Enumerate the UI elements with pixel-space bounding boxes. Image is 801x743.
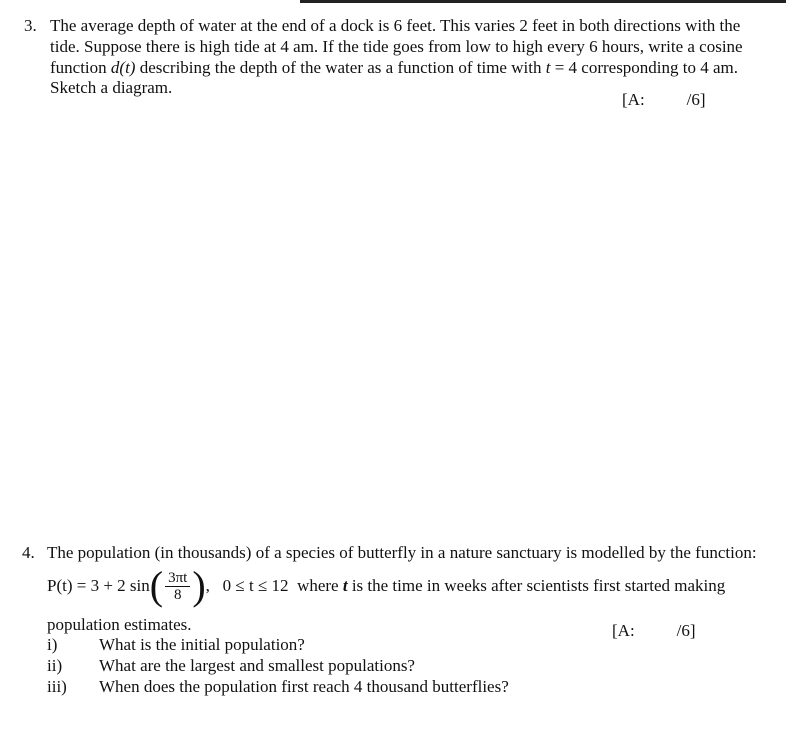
sub-question-label: ii) bbox=[47, 656, 63, 675]
sub-question-label: i) bbox=[47, 635, 58, 654]
question-3-line-3-middle: describing the depth of the water as a function of time with bbox=[135, 58, 546, 77]
formula-fraction bbox=[165, 570, 190, 603]
formula-where-variable: t bbox=[342, 576, 348, 595]
question-3-line-4: Sketch a diagram. bbox=[50, 78, 173, 97]
sub-question-text: When does the population first reach 4 thousand butterflies? bbox=[99, 677, 509, 696]
formula-where-start: where bbox=[297, 576, 343, 595]
sub-question bbox=[47, 677, 509, 697]
sub-question bbox=[47, 656, 415, 676]
question-3-line-1: The average depth of water at the end of a dock is 6 feet. This varies 2 feet in both directions with the bbox=[50, 16, 741, 35]
fraction-numerator: 3πt bbox=[165, 570, 190, 587]
question-3-line-3 bbox=[50, 58, 738, 78]
question-3-number: 3. bbox=[24, 16, 37, 35]
marks-label: [A: bbox=[622, 90, 645, 109]
formula-where-end: is the time in weeks after scientists first started making bbox=[347, 576, 726, 595]
formula-domain: 0 ≤ t ≤ 12 bbox=[222, 576, 289, 595]
time-variable: t bbox=[545, 58, 551, 77]
fraction-denominator: 8 bbox=[173, 586, 182, 603]
top-border-rule bbox=[300, 0, 786, 3]
formula-lhs: P(t) = 3 + 2 sin bbox=[47, 576, 150, 595]
sub-question-text: What are the largest and smallest populations? bbox=[99, 656, 415, 675]
question-3-marks bbox=[622, 90, 706, 110]
sub-question-text: What is the initial population? bbox=[99, 635, 305, 654]
marks-total: /6] bbox=[686, 90, 706, 109]
right-paren: ) bbox=[192, 563, 206, 608]
marks-label: [A: bbox=[612, 621, 635, 640]
question-3-line-2: tide. Suppose there is high tide at 4 am. If the tide goes from low to high every 6 hours, write a cosine bbox=[50, 37, 743, 56]
marks-total: /6] bbox=[676, 621, 696, 640]
sub-question bbox=[47, 635, 305, 655]
question-3-line-3-start: function bbox=[50, 58, 111, 77]
question-4-number: 4. bbox=[22, 543, 35, 562]
question-4-line-3: population estimates. bbox=[47, 615, 192, 634]
question-4-marks bbox=[612, 621, 696, 641]
population-formula: P(t) = 3 + 2 sin( $\frac{3\pi t}{8}$ ), 0 ≤ t ≤ 12 where t is the time in weeks after scientists first started making bbox=[47, 563, 726, 608]
function-name: d(t) bbox=[110, 58, 136, 77]
question-4-line-1: The population (in thousands) of a species of butterfly in a nature sanctuary is modelled by the function: bbox=[47, 543, 757, 562]
question-3-line-3-end: = 4 corresponding to 4 am. bbox=[550, 58, 739, 77]
left-paren: ( bbox=[149, 563, 164, 608]
sub-question-label: iii) bbox=[47, 677, 67, 696]
